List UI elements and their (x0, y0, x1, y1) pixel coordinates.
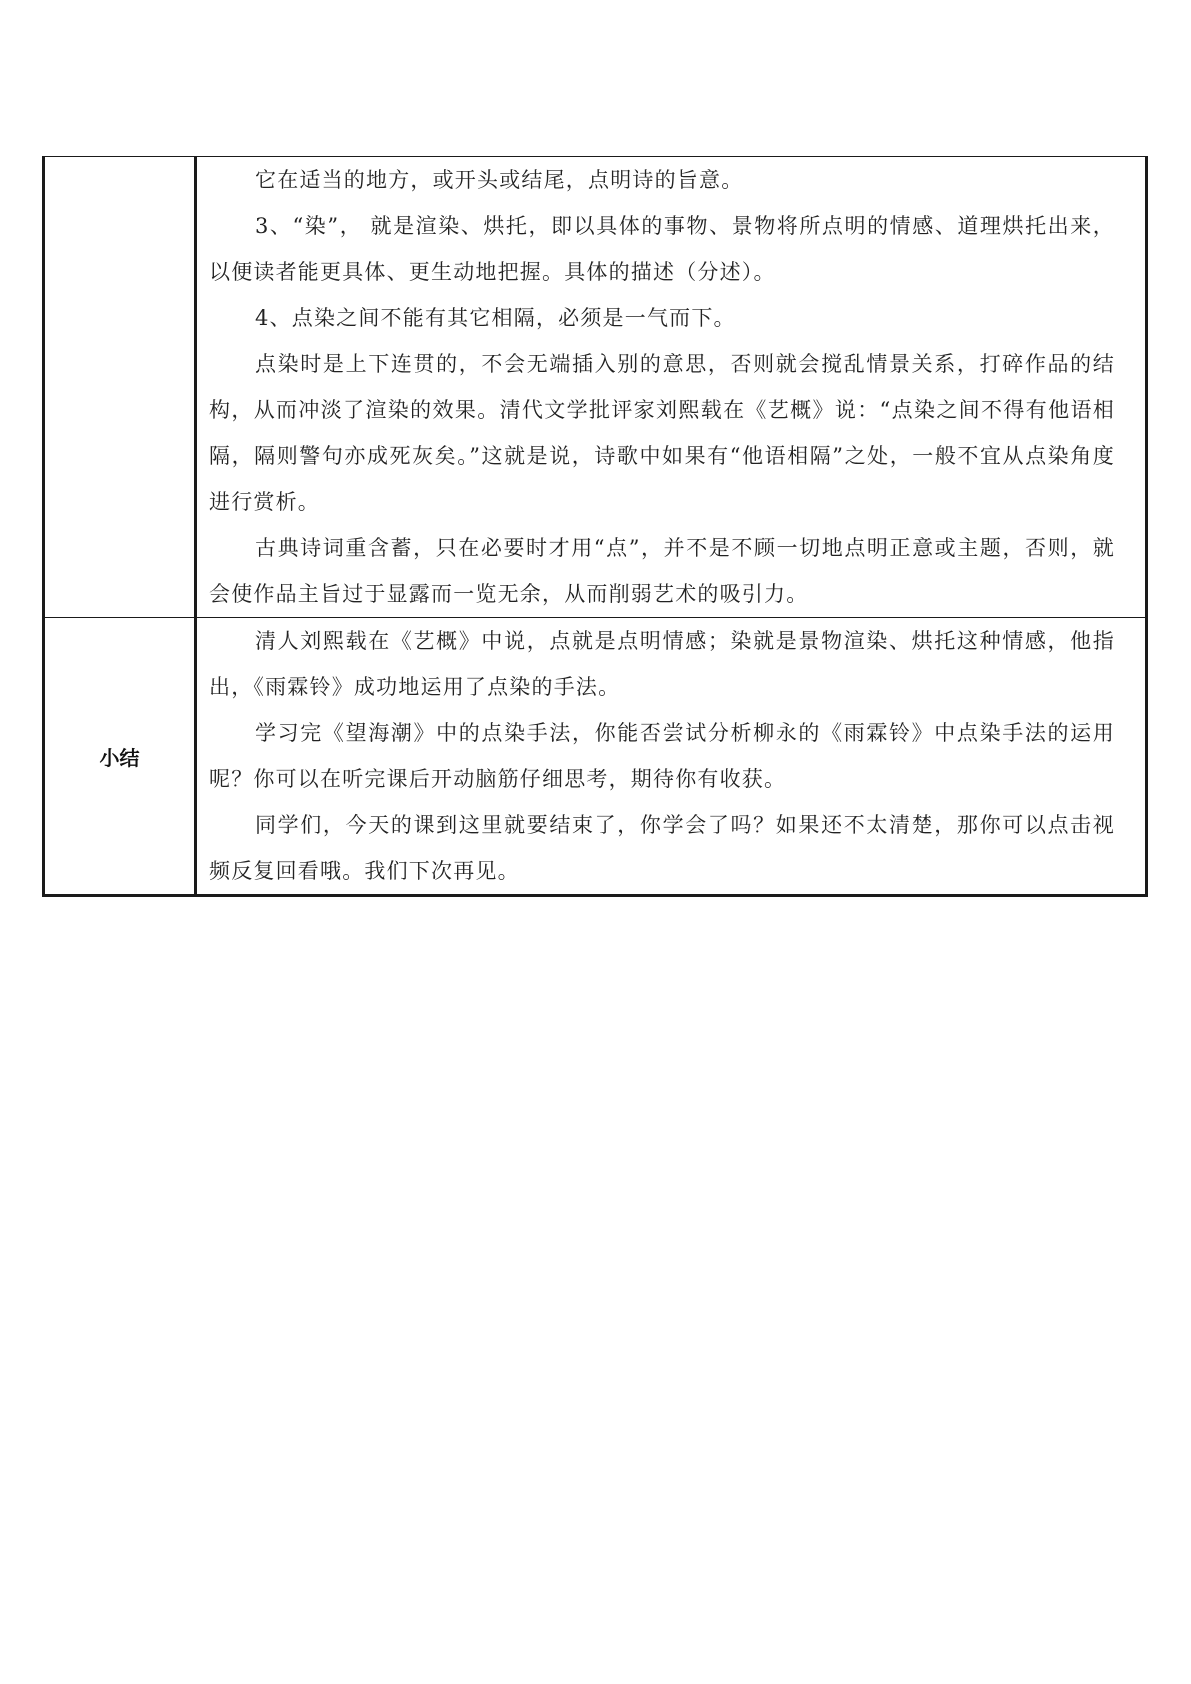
summary-label: 小结 (99, 745, 140, 770)
paragraph-continuity: 点染时是上下连贯的，不会无端插入别的意思，否则就会搅乱情景关系，打碎作品的结构，从而冲淡了渲染的效果。清代文学批评家刘熙载在《艺概》说：“点染之间不得有他语相隔，隔则警句亦成死灰矣。”这就是说，诗歌中如果有“他语相隔”之处，一般不宜从点染角度进行赏析。 (209, 352, 1115, 514)
paragraph-no-separation: 4、点染之间不能有其它相隔，必须是一气而下。 (255, 306, 736, 330)
table-row-summary (44, 618, 1147, 896)
paragraph-ran-definition: 3、“染”， 就是渲染、烘托，即以具体的事物、景物将所点明的情感、道理烘托出来，以便读者能更具体、更生动地把握。具体的描述（分述）。 (209, 214, 1115, 284)
content-cell-summary (196, 618, 1147, 896)
paragraph-closing: 同学们，今天的课到这里就要结束了，你学会了吗？如果还不太清楚，那你可以点击视频反复回看哦。我们下次再见。 (209, 813, 1115, 883)
paragraph-liu-xizai: 清人刘熙载在《艺概》中说，点就是点明情感；染就是景物渲染、烘托这种情感，他指出，《雨霖铃》成功地运用了点染的手法。 (209, 629, 1115, 699)
content-cell-main (196, 157, 1147, 618)
row-label-cell-empty (44, 157, 196, 618)
row-label-cell-summary (44, 618, 196, 896)
paragraph-exercise: 学习完《望海潮》中的点染手法，你能否尝试分析柳永的《雨霖铃》中点染手法的运用呢？你可以在听完课后开动脑筋仔细思考，期待你有收获。 (209, 721, 1115, 791)
table-row-continued-content (44, 157, 1147, 618)
paragraph-point-meaning: 它在适当的地方，或开头或结尾，点明诗的旨意。 (255, 168, 744, 192)
paragraph-subtlety: 古典诗词重含蓄，只在必要时才用“点”，并不是不顾一切地点明正意或主题，否则，就会使作品主旨过于显露而一览无余，从而削弱艺术的吸引力。 (209, 536, 1115, 606)
lesson-table (42, 156, 1148, 897)
